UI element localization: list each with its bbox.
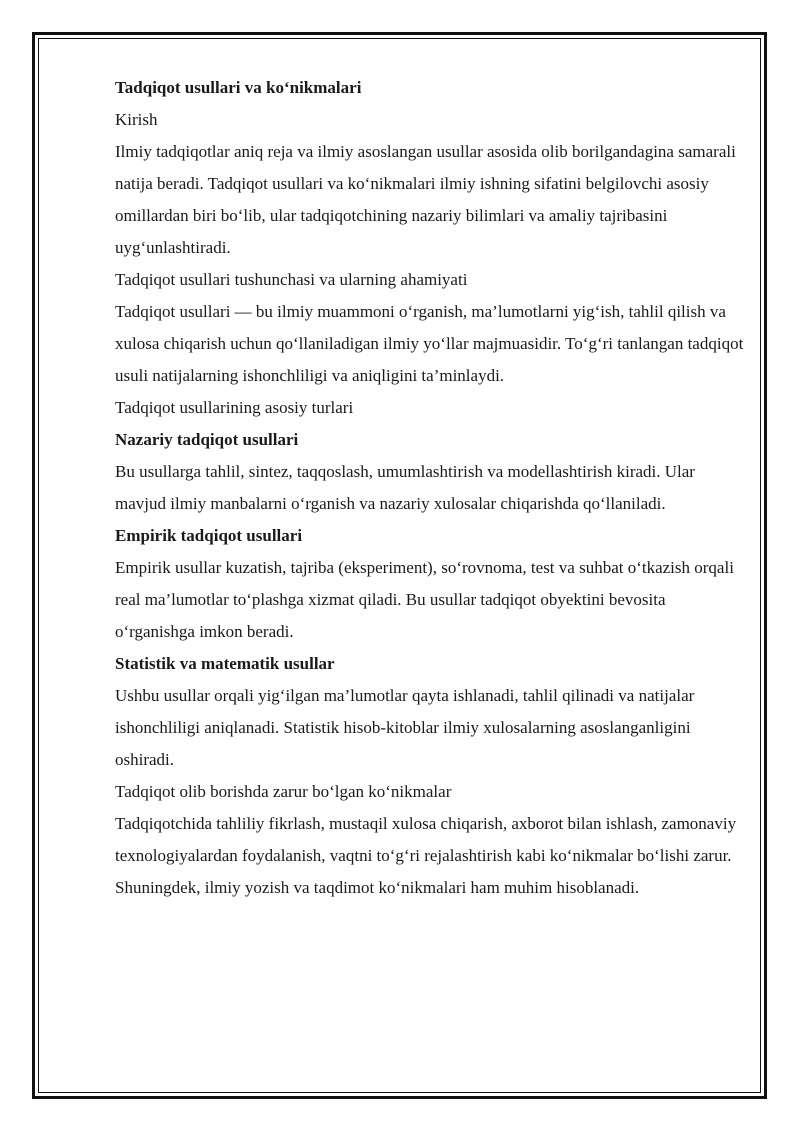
- document-title: Tadqiqot usullari va ko‘nikmalari: [115, 78, 362, 97]
- skills-paragraph: Tadqiqotchida tahliliy fikrlash, mustaqil xulosa chiqarish, axborot bilan ishlash, zamonaviy texnologiyalardan foydalanish, vaqtni to‘g‘ri rejalashtirish kabi ko‘nikmalar bo‘lishi zarur. Shuningdek, ilmiy yozish va taqdimot ko‘nikmalari ham muhim hisoblanadi.: [115, 814, 737, 897]
- statistical-heading: Statistik va matematik usullar: [115, 654, 335, 673]
- statistical-paragraph: Ushbu usullar orqali yig‘ilgan ma’lumotlar qayta ishlanadi, tahlil qilinadi va natijalar ishonchliligi aniqlanadi. Statistik hisob-kitoblar ilmiy xulosalarning asoslanganligini oshiradi.: [115, 686, 695, 769]
- concept-heading: Tadqiqot usullari tushunchasi va ularning ahamiyati: [115, 270, 468, 289]
- types-heading: Tadqiqot usullarining asosiy turlari: [115, 398, 354, 417]
- concept-paragraph: Tadqiqot usullari — bu ilmiy muammoni o‘rganish, ma’lumotlarni yig‘ish, tahlil qilish va xulosa chiqarish uchun qo‘llaniladigan ilmiy yo‘llar majmuasidir. To‘g‘ri tanlangan tadqiqot usuli natijalarning ishonchliligi va aniqligini ta’minlaydi.: [115, 302, 744, 385]
- theoretical-heading: Nazariy tadqiqot usullari: [115, 430, 299, 449]
- empirical-heading: Empirik tadqiqot usullari: [115, 526, 303, 545]
- document-body: [115, 72, 745, 904]
- skills-heading: Tadqiqot olib borishda zarur bo‘lgan ko‘nikmalar: [115, 782, 452, 801]
- intro-heading: Kirish: [115, 110, 158, 129]
- empirical-paragraph: Empirik usullar kuzatish, tajriba (eksperiment), so‘rovnoma, test va suhbat o‘tkazish orqali real ma’lumotlar to‘plashga xizmat qiladi. Bu usullar tadqiqot obyektini bevosita o‘rganishga imkon beradi.: [115, 558, 734, 641]
- intro-paragraph: Ilmiy tadqiqotlar aniq reja va ilmiy asoslangan usullar asosida olib borilgandagina samarali natija beradi. Tadqiqot usullari va ko‘nikmalari ilmiy ishning sifatini belgilovchi asosiy omillardan biri bo‘lib, ular tadqiqotchining nazariy bilimlari va amaliy tajribasini uyg‘unlashtiradi.: [115, 142, 736, 257]
- theoretical-paragraph: Bu usullarga tahlil, sintez, taqqoslash, umumlashtirish va modellashtirish kiradi. Ular mavjud ilmiy manbalarni o‘rganish va nazariy xulosalar chiqarishda qo‘llaniladi.: [115, 462, 695, 513]
